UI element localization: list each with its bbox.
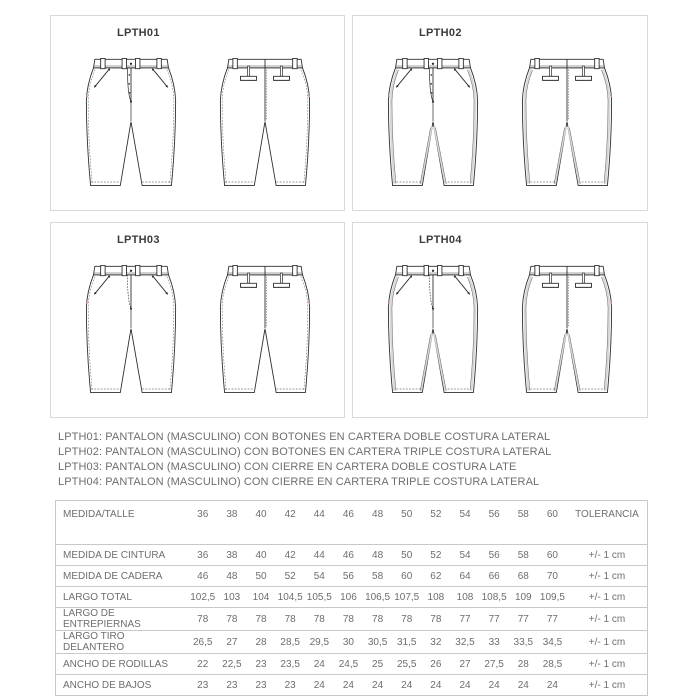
size-chart-cell: 40 — [255, 549, 267, 561]
size-chart-cell: 56 — [488, 549, 500, 561]
size-chart-cell: 56 — [342, 570, 354, 582]
size-chart-cell: +/- 1 cm — [588, 549, 626, 561]
size-chart-cell: 23 — [255, 679, 267, 691]
size-chart-header-cell: 44 — [313, 509, 325, 520]
size-chart-cell: 34,5 — [542, 636, 563, 648]
size-chart-cell: ANCHO DE RODILLAS — [63, 658, 169, 670]
size-chart-cell: 24 — [430, 679, 442, 691]
pants-back-drawing — [207, 44, 323, 196]
panel-label: LPTH01 — [117, 27, 160, 39]
size-chart-cell: 105,5 — [306, 591, 332, 603]
figure-pair — [51, 44, 344, 206]
size-chart-cell: 27,5 — [484, 658, 504, 670]
size-chart-cell: 78 — [342, 613, 354, 625]
figure-pair — [353, 44, 647, 206]
size-chart-cell: 46 — [197, 570, 209, 582]
size-chart-cell: LARGO TIRO DELANTERO — [63, 631, 125, 653]
size-chart-cell: 23 — [226, 679, 238, 691]
size-chart-cell: 42 — [284, 549, 296, 561]
size-chart-cell: 78 — [226, 613, 238, 625]
size-chart-header-cell: 38 — [226, 509, 238, 520]
size-chart-cell: 104 — [252, 591, 270, 603]
size-chart-cell: 38 — [226, 549, 238, 561]
size-chart-cell: 23 — [255, 658, 267, 670]
size-chart-cell: 78 — [255, 613, 267, 625]
size-chart-cell: 23,5 — [280, 658, 300, 670]
size-chart-cell: 25,5 — [396, 658, 417, 670]
size-chart-cell: 46 — [342, 549, 354, 561]
size-chart-cell: MEDIDA DE CINTURA — [63, 549, 166, 561]
spec-panels — [50, 15, 648, 418]
size-chart-cell: 24,5 — [338, 658, 359, 670]
size-chart-row — [56, 608, 648, 631]
size-chart-header-cell: MEDIDA/TALLE — [63, 509, 135, 520]
size-chart-header — [56, 501, 648, 545]
size-chart-cell: 28,5 — [542, 658, 563, 670]
size-chart-cell: 28 — [517, 658, 529, 670]
size-chart-cell: 23 — [197, 679, 209, 691]
size-chart-cell: 102,5 — [190, 591, 216, 603]
size-chart-cell: 26,5 — [193, 636, 213, 648]
size-chart-cell: 66 — [488, 570, 500, 582]
panel-label: LPTH03 — [117, 234, 160, 246]
size-chart-cell: +/- 1 cm — [588, 636, 626, 648]
size-chart-row — [56, 545, 648, 566]
size-chart-cell: 24 — [459, 679, 471, 691]
size-chart-cell: 44 — [313, 549, 325, 561]
size-chart-cell: 32 — [430, 636, 442, 648]
caption-line-lpth02: LPTH02: PANTALON (MASCULINO) CON BOTONES EN CARTERA TRIPLE COSTURA LATERAL — [58, 446, 552, 458]
size-chart-cell: 24 — [401, 679, 413, 691]
size-chart-cell: 22,5 — [222, 658, 242, 670]
size-chart-cell: 78 — [284, 613, 296, 625]
size-chart-header-cell: 58 — [517, 509, 529, 520]
size-chart-header-cell: 46 — [342, 509, 354, 520]
size-chart-cell: 24 — [313, 679, 325, 691]
size-chart-cell: 28,5 — [280, 636, 300, 648]
pants-front-drawing — [375, 251, 491, 403]
size-chart-cell: 108,5 — [481, 591, 507, 603]
size-chart-cell: 24 — [372, 679, 384, 691]
size-chart-header-cell: 48 — [372, 509, 384, 520]
size-chart-cell: 32,5 — [455, 636, 475, 648]
panel-lpth01 — [50, 15, 345, 211]
size-chart-cell: 23 — [284, 679, 296, 691]
size-chart-cell: 78 — [372, 613, 384, 625]
size-chart-cell: LARGO DE ENTREPIERNAS — [63, 608, 141, 630]
size-chart-cell: 30,5 — [367, 636, 388, 648]
size-chart-cell: 60 — [401, 570, 413, 582]
size-chart-header-cell: 36 — [197, 509, 209, 520]
size-chart-header-cell: 52 — [430, 509, 442, 520]
pants-front-drawing — [73, 44, 189, 196]
size-chart-cell: 50 — [255, 570, 267, 582]
size-chart-cell: 62 — [430, 570, 442, 582]
size-chart-cell: +/- 1 cm — [588, 570, 626, 582]
size-chart-cell: 24 — [517, 679, 529, 691]
size-chart-header-cell: 56 — [488, 509, 500, 520]
size-chart-cell: 33,5 — [513, 636, 534, 648]
panel-lpth04 — [352, 222, 648, 418]
size-chart-cell: 77 — [459, 613, 471, 625]
size-chart-cell: 48 — [372, 549, 384, 561]
size-chart-cell: 24 — [342, 679, 354, 691]
size-chart-row — [56, 631, 648, 654]
size-chart-table — [55, 500, 648, 696]
size-chart-cell: 52 — [430, 549, 442, 561]
size-chart-cell: 78 — [430, 613, 442, 625]
size-chart-row — [56, 654, 648, 675]
size-chart-cell: 77 — [517, 613, 529, 625]
size-chart-cell: +/- 1 cm — [588, 658, 626, 670]
size-chart-cell: 68 — [517, 570, 529, 582]
size-chart-body — [56, 545, 648, 696]
caption-line-lpth01: LPTH01: PANTALON (MASCULINO) CON BOTONES EN CARTERA DOBLE COSTURA LATERAL — [58, 431, 551, 443]
pants-front-drawing — [73, 251, 189, 403]
pants-back-drawing — [509, 251, 625, 403]
size-chart-cell: 77 — [546, 613, 558, 625]
size-chart-cell: 36 — [197, 549, 209, 561]
size-chart-cell: LARGO TOTAL — [63, 591, 132, 603]
size-chart-cell: 106,5 — [365, 591, 391, 603]
size-chart-header-cell: 40 — [255, 509, 267, 520]
size-chart-cell: 30 — [342, 636, 354, 648]
size-chart-header-cell: 60 — [546, 509, 558, 520]
size-chart-cell: 70 — [546, 570, 558, 582]
size-chart-cell: 104,5 — [277, 591, 303, 603]
size-chart-row — [56, 566, 648, 587]
size-chart-cell: 60 — [546, 549, 558, 561]
size-chart-cell: 48 — [226, 570, 238, 582]
size-chart-header-cell: 54 — [459, 509, 471, 520]
size-chart-cell: 22 — [197, 658, 209, 670]
size-chart-cell: 52 — [284, 570, 296, 582]
size-chart-cell: 50 — [401, 549, 413, 561]
size-chart-cell: 77 — [488, 613, 500, 625]
size-chart-cell: 26 — [430, 658, 442, 670]
size-chart-cell: 106 — [340, 591, 357, 603]
size-chart-cell: 58 — [517, 549, 529, 561]
size-chart-cell: 54 — [459, 549, 471, 561]
size-chart-cell: 24 — [546, 679, 558, 691]
size-chart-row — [56, 675, 648, 696]
size-chart-cell: 29,5 — [309, 636, 330, 648]
caption-list — [58, 430, 551, 490]
figure-pair — [353, 251, 647, 413]
caption-line-lpth03: LPTH03: PANTALON (MASCULINO) CON CIERRE EN CARTERA DOBLE COSTURA LATE — [58, 461, 517, 473]
size-chart-header-cell: 50 — [401, 509, 413, 520]
panel-label: LPTH04 — [419, 234, 462, 246]
size-chart-cell: 24 — [488, 679, 500, 691]
panel-lpth02 — [352, 15, 648, 211]
size-chart-cell: 24 — [313, 658, 325, 670]
panel-lpth03 — [50, 222, 345, 418]
pants-front-drawing — [375, 44, 491, 196]
size-chart-cell: 109 — [514, 591, 532, 603]
size-chart-cell: 107,5 — [394, 591, 420, 603]
panel-label: LPTH02 — [419, 27, 462, 39]
size-chart-cell: 78 — [313, 613, 325, 625]
size-chart-cell: 33 — [488, 636, 500, 648]
size-chart-cell: 25 — [372, 658, 384, 670]
pants-back-drawing — [207, 251, 323, 403]
size-chart-row — [56, 587, 648, 608]
size-chart-cell: 78 — [197, 613, 209, 625]
size-chart-cell: 27 — [459, 658, 471, 670]
figure-pair — [51, 251, 344, 413]
size-chart-cell: 103 — [223, 591, 241, 603]
size-chart-header-cell: TOLERANCIA — [575, 509, 639, 520]
size-chart-cell: MEDIDA DE CADERA — [63, 570, 163, 582]
caption-line-lpth04: LPTH04: PANTALON (MASCULINO) CON CIERRE EN CARTERA TRIPLE COSTURA LATERAL — [58, 476, 540, 488]
size-chart-cell: 27 — [226, 636, 238, 648]
size-chart-cell: ANCHO DE BAJOS — [63, 679, 152, 691]
size-chart-header-row — [56, 501, 648, 545]
size-chart-header-cell: 42 — [284, 509, 296, 520]
size-chart-cell: 31,5 — [396, 636, 417, 648]
size-chart-cell: 108 — [456, 591, 474, 603]
size-chart-cell: +/- 1 cm — [588, 613, 626, 625]
size-chart-cell: 108 — [427, 591, 445, 603]
size-chart-cell: 109,5 — [539, 591, 565, 603]
size-chart-cell: +/- 1 cm — [588, 679, 626, 691]
size-chart-cell: 78 — [401, 613, 413, 625]
pants-back-drawing — [509, 44, 625, 196]
size-chart-cell: 64 — [459, 570, 471, 582]
size-chart-cell: 28 — [255, 636, 267, 648]
size-chart-cell: 58 — [372, 570, 384, 582]
size-chart-cell: +/- 1 cm — [588, 591, 626, 603]
size-chart-cell: 54 — [313, 570, 325, 582]
